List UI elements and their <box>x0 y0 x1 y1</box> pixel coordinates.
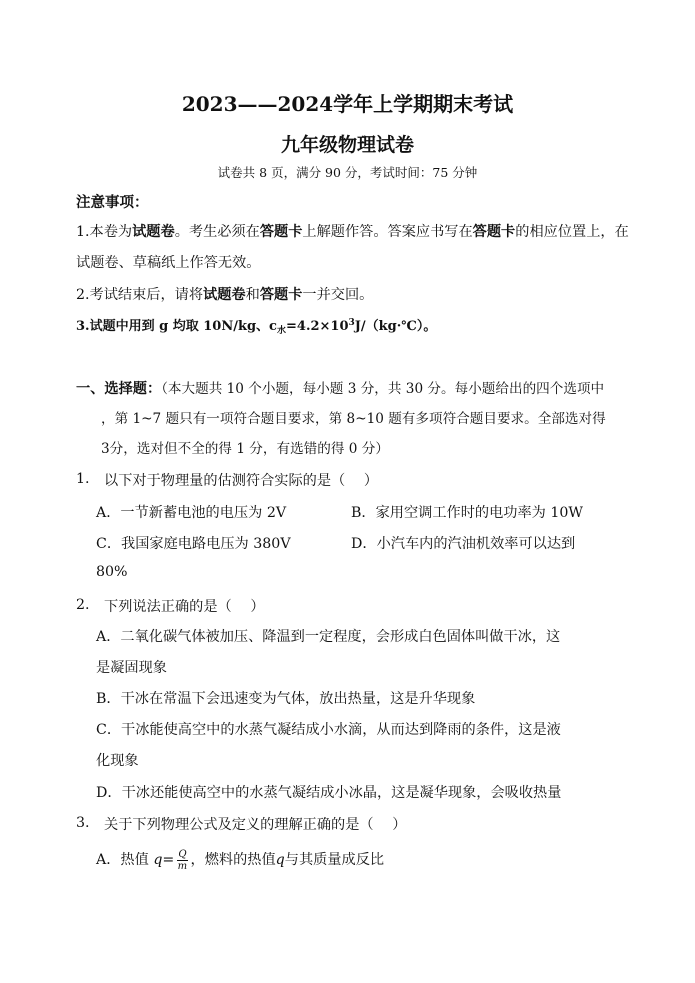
exam-title: 2023——2024学年上学期期末考试 <box>181 92 514 116</box>
question-1-stem: 以下对于物理量的估测符合实际的是（ ） <box>104 473 379 489</box>
question-1-number: 1. <box>76 471 90 487</box>
question-2-option-a: A．二氧化碳气体被加压、降温到一定程度，会形成白色固体叫做干冰，这 <box>96 629 561 645</box>
exam-info: 试卷共 8 页，满分 90 分，考试时间：75 分钟 <box>217 165 478 180</box>
question-3-option-a: A．热值 q= $\frac{Q}{m}$ ，燃料的热值q与其质量成反比 <box>96 848 385 872</box>
question-2-option-c-line2: 化现象 <box>96 753 139 769</box>
question-1-option-b: B．家用空调工作时的电功率为 10W <box>351 505 584 521</box>
notice-item-1: 1.本卷为试题卷。考生必须在答题卡上解题作答。答案应书写在答题卡的相应位置上，在 <box>76 224 629 240</box>
notice-item-1-line2: 试题卷、草稿纸上作答无效。 <box>76 255 261 271</box>
formula-fraction: $\frac{Q}{m}$ <box>177 848 188 872</box>
question-1-option-c: C．我国家庭电路电压为 380V <box>96 536 291 552</box>
question-3-number: 3. <box>76 815 90 831</box>
exam-subtitle-title: 九年级物理试卷 <box>280 134 414 156</box>
formula-variable-q: q <box>153 852 163 868</box>
question-1-option-a: A．一节新蓄电池的电压为 2V <box>96 505 287 521</box>
question-2-option-c: C．干冰能使高空中的水蒸气凝结成小水滴，从而达到降雨的条件，这是液 <box>96 722 561 738</box>
question-2-option-d: D．干冰还能使高空中的水蒸气凝结成小冰晶，这是凝华现象，会吸收热量 <box>96 785 562 801</box>
notice-item-2: 2.考试结束后，请将试题卷和答题卡一并交回。 <box>76 287 374 303</box>
question-2-number: 2. <box>76 597 90 613</box>
section-1-intro-line3: 3分，选对但不全的得 1 分，有选错的得 0 分） <box>101 441 389 457</box>
question-2-option-b: B．干冰在常温下会迅速变为气体，放出热量，这是升华现象 <box>96 691 476 707</box>
question-1-option-d: D．小汽车内的汽油机效率可以达到 <box>351 536 576 552</box>
question-2-stem: 下列说法正确的是（ ） <box>104 599 265 615</box>
question-2-option-a-line2: 是凝固现象 <box>96 660 167 676</box>
section-1-intro-line2: ，第 1~7 题只有一项符合题目要求，第 8~10 题有多项符合题目要求。全部选对得 <box>101 411 606 427</box>
question-3-stem: 关于下列物理公式及定义的理解正确的是（ ） <box>104 817 407 833</box>
section-1-intro: 一、选择题：（本大题共 10 个小题，每小题 3 分，共 30 分。每小题给出的四个选项中 <box>76 381 605 397</box>
notice-item-3: 3.试题中用到 g 均取 10N/kg、$c_水=4.2\times 10^3J/(kg\cdot℃)$。 <box>76 318 437 336</box>
notice-heading: 注意事项： <box>76 194 149 211</box>
question-1-option-d-line2: 80% <box>96 564 128 580</box>
